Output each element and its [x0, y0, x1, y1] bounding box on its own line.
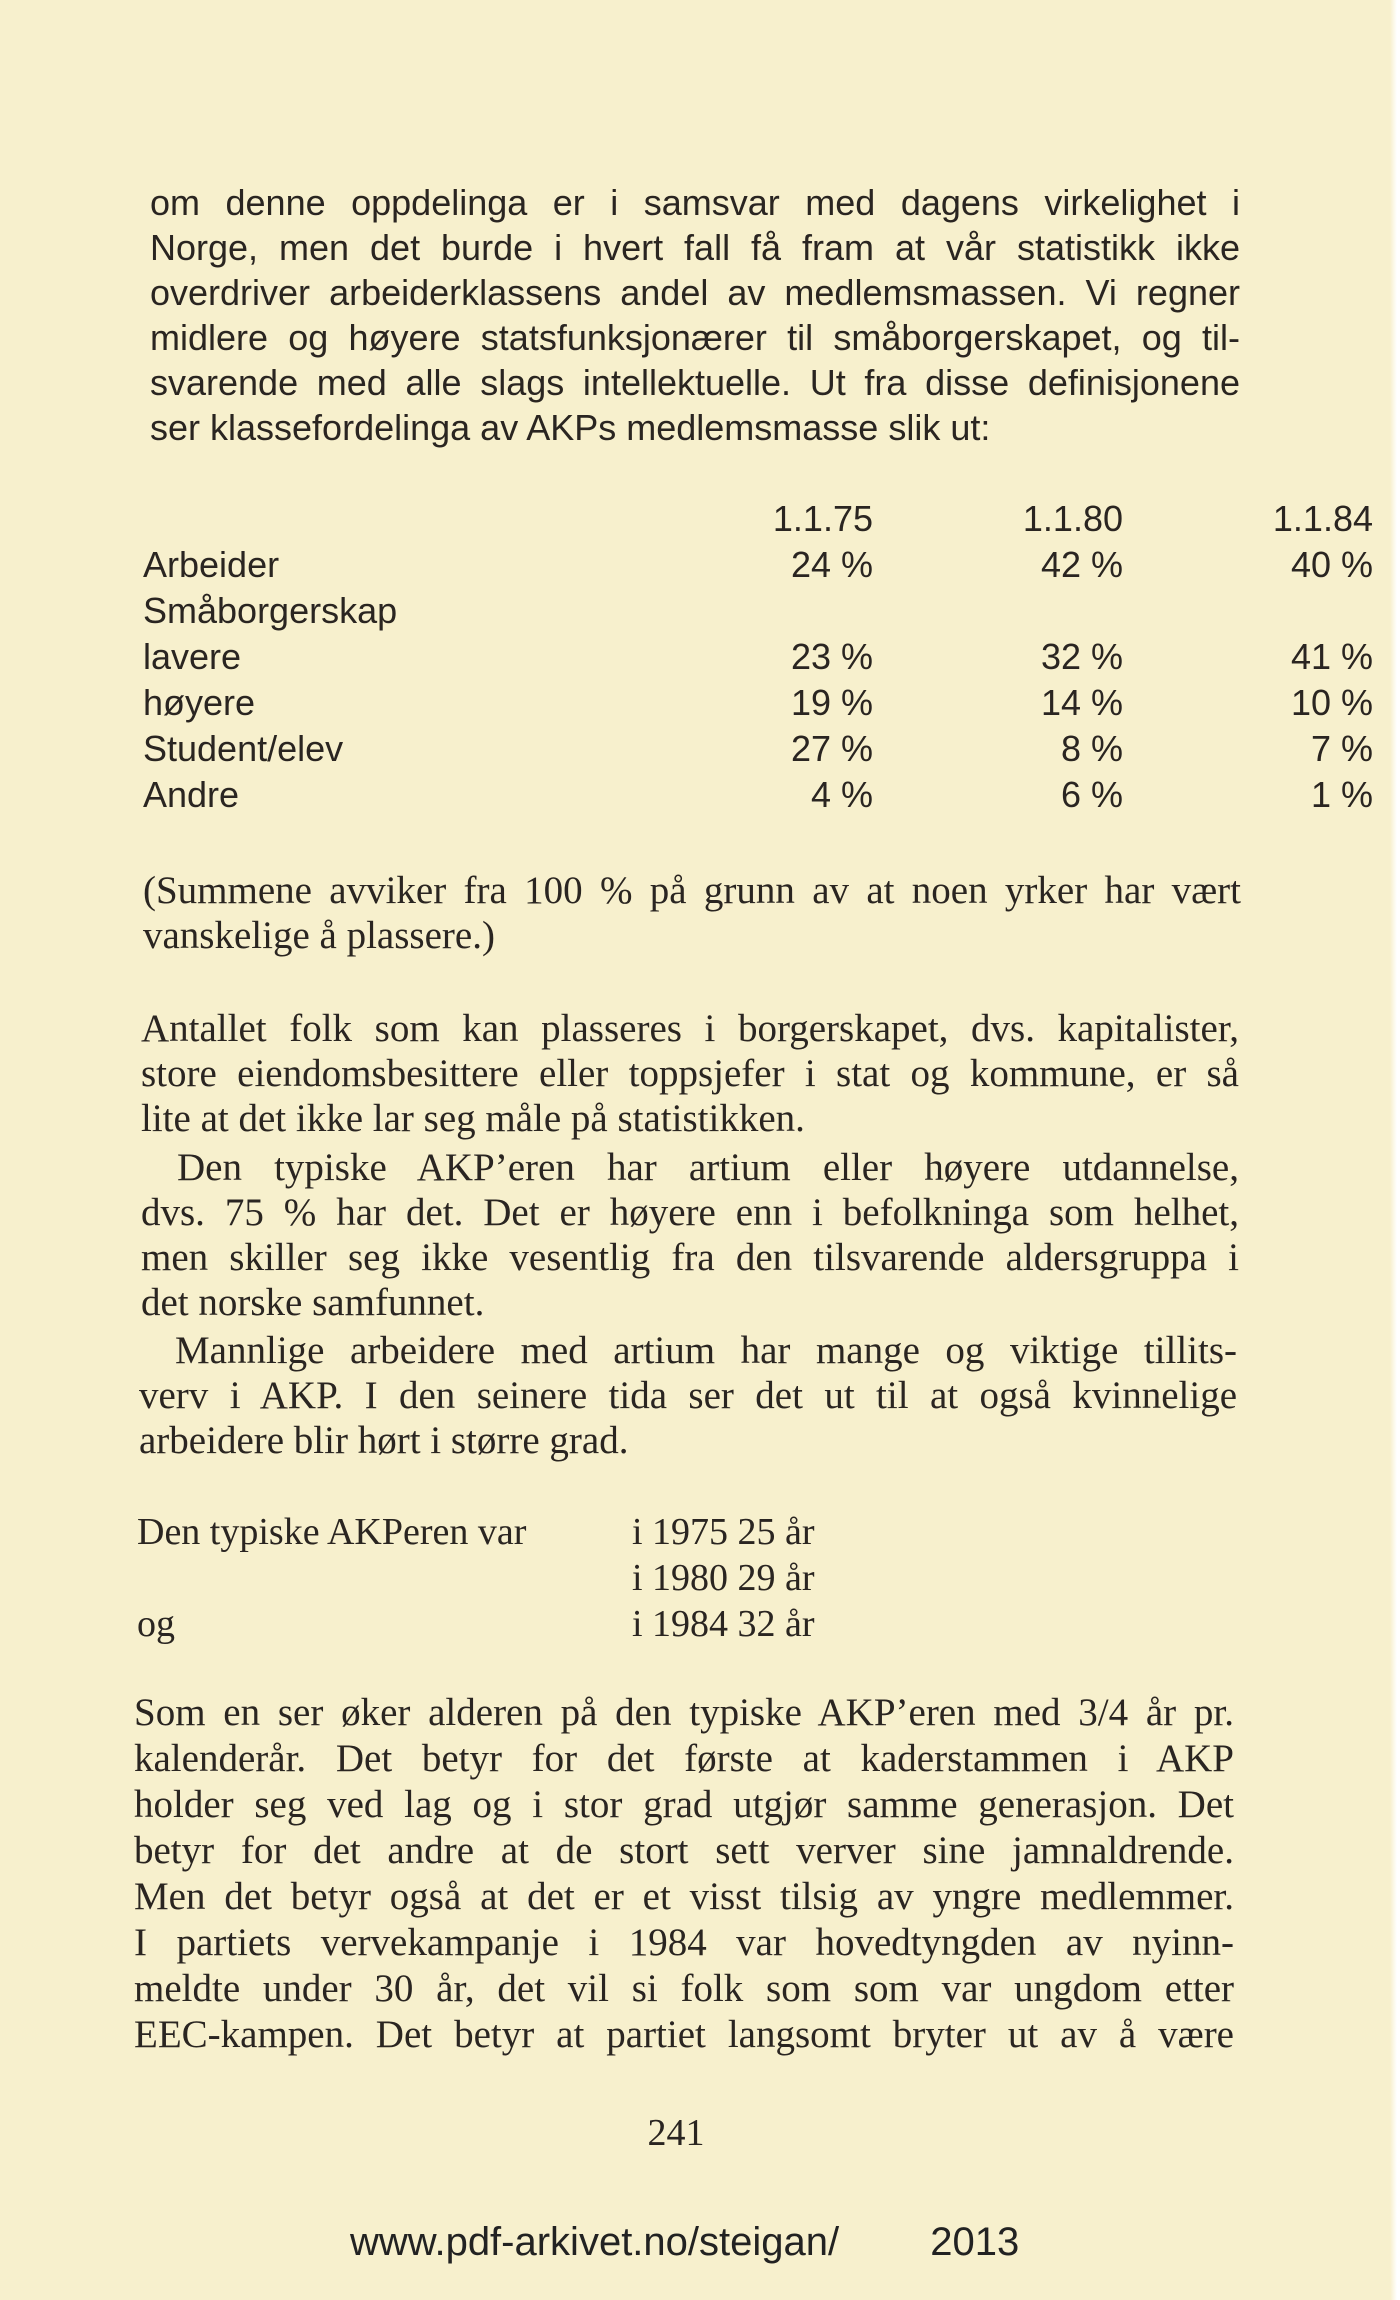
- row-label: Arbeider: [143, 544, 280, 585]
- text-line: om denne oppdelinga er i samsvar med dagens virkelighet i: [150, 182, 1240, 223]
- text-line: arbeidere blir hørt i større grad.: [139, 1419, 629, 1462]
- table-row: [143, 682, 1373, 728]
- table-cell: 10 %: [1290, 682, 1373, 723]
- text-line: holder seg ved lag og i stor grad utgjør samme generasjon. Det: [134, 1783, 1234, 1826]
- age-value: i 1984 32 år: [632, 1603, 815, 1645]
- text-line: (Summene avviker fra 100 % på grunn av at noen yrker har vært: [143, 869, 1241, 912]
- table-row: [143, 590, 1243, 636]
- class-distribution-table: [143, 498, 1373, 820]
- table-cell: 4 %: [810, 774, 873, 815]
- page-number: 241: [647, 2112, 705, 2154]
- text-line: Norge, men det burde i hvert fall få fram at vår statistikk ikke: [150, 227, 1240, 268]
- text-line: store eiendomsbesittere eller toppsjefer i stat og kommune, er så: [141, 1052, 1239, 1095]
- row-label: Student/elev: [143, 728, 344, 769]
- table-cell: 40 %: [1290, 544, 1373, 585]
- row-label: lavere: [143, 636, 242, 677]
- text-line: Men det betyr også at det er et visst tilsig av yngre medlemmer.: [134, 1875, 1234, 1918]
- column-header: 1.1.80: [1022, 498, 1123, 539]
- paragraph-education: [141, 1145, 1239, 1325]
- paragraph-age: [134, 1690, 1234, 2058]
- table-cell: 19 %: [790, 682, 873, 723]
- footer-url: www.pdf-arkivet.no/steigan/: [350, 2220, 840, 2264]
- paragraph-intro: [150, 180, 1240, 450]
- text-line: Den typiske AKP’eren har artium eller høyere utdannelse,: [177, 1146, 1239, 1189]
- table-cell: 41 %: [1290, 636, 1373, 677]
- column-header: 1.1.75: [772, 498, 873, 539]
- table-row: [143, 636, 1373, 682]
- table-cell: 24 %: [790, 544, 873, 585]
- text-line: lite at det ikke lar seg måle på statistikken.: [141, 1097, 805, 1140]
- table-cell: 7 %: [1310, 728, 1373, 769]
- table-cell: 1 %: [1310, 774, 1373, 815]
- footer: [350, 2220, 1019, 2265]
- age-label-og: og: [137, 1603, 175, 1645]
- page-edge: [1390, 0, 1400, 2300]
- row-label: Andre: [143, 774, 240, 815]
- text-line: EEC-kampen. Det betyr at partiet langsomt bryter ut av å være: [134, 2013, 1234, 2056]
- footer-year: 2013: [930, 2220, 1020, 2264]
- column-header: 1.1.84: [1272, 498, 1373, 539]
- table-cell: 32 %: [1040, 636, 1123, 677]
- age-label: Den typiske AKPeren var: [137, 1511, 527, 1553]
- text-line: verv i AKP. I den seinere tida ser det ut til at også kvinnelige: [139, 1374, 1237, 1417]
- text-line: det norske samfunnet.: [141, 1281, 485, 1324]
- age-value: i 1975 25 år: [632, 1511, 815, 1553]
- table-cell: 23 %: [790, 636, 873, 677]
- text-line: men skiller seg ikke vesentlig fra den tilsvarende aldersgruppa i: [141, 1236, 1239, 1279]
- paragraph-workers: [139, 1328, 1237, 1463]
- text-line: Som en ser øker alderen på den typiske AKP’eren med 3/4 år pr.: [134, 1691, 1234, 1734]
- text-line: ser klassefordelinga av AKPs medlemsmasse slik ut:: [150, 407, 991, 448]
- table-row: [143, 774, 1373, 820]
- text-line: kalenderår. Det betyr for det første at kaderstammen i AKP: [134, 1737, 1234, 1780]
- paragraph-bourgeoisie: [141, 1006, 1239, 1141]
- text-line: I partiets vervekampanje i 1984 var hovedtyngden av nyinn-: [134, 1921, 1234, 1964]
- table-cell: 14 %: [1040, 682, 1123, 723]
- text-line: betyr for det andre at de stort sett verver sine jamnaldrende.: [134, 1829, 1234, 1872]
- text-line: Mannlige arbeidere med artium har mange og viktige tillits-: [175, 1329, 1237, 1372]
- text-line: meldte under 30 år, det vil si folk som som var ungdom etter: [134, 1967, 1234, 2010]
- table-cell: 27 %: [790, 728, 873, 769]
- text-line: overdriver arbeiderklassens andel av medlemsmassen. Vi regner: [150, 272, 1240, 313]
- text-line: svarende med alle slags intellektuelle. Ut fra disse definisjonene: [150, 362, 1240, 403]
- text-line: vanskelige å plassere.): [143, 914, 495, 957]
- age-value: i 1980 29 år: [632, 1557, 815, 1599]
- table-row: [143, 728, 1373, 774]
- text-line: midlere og høyere statsfunksjonærer til småborgerskapet, og til-: [150, 317, 1240, 358]
- table-cell: 8 %: [1060, 728, 1123, 769]
- table-cell: 6 %: [1060, 774, 1123, 815]
- table-cell: 42 %: [1040, 544, 1123, 585]
- row-label: høyere: [143, 682, 256, 723]
- text-line: Antallet folk som kan plasseres i borgerskapet, dvs. kapitalister,: [141, 1007, 1239, 1050]
- text-line: dvs. 75 % har det. Det er høyere enn i befolkninga som helhet,: [141, 1191, 1239, 1234]
- paragraph-note: [143, 868, 1241, 958]
- table-header-row: [143, 498, 1373, 544]
- row-label: Småborgerskap: [143, 590, 398, 631]
- table-row: [143, 544, 1373, 590]
